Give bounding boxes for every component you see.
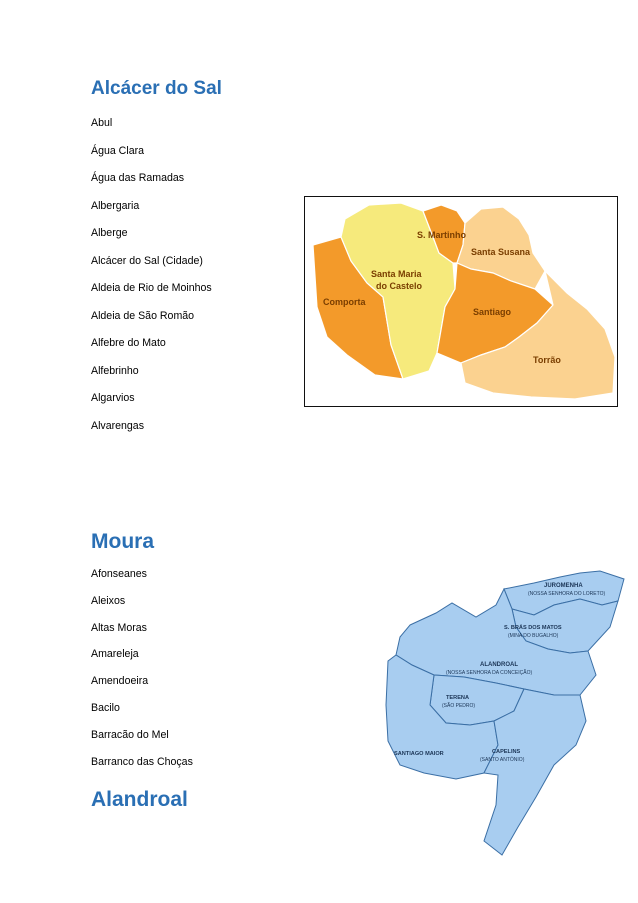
list-item: Barracão do Mel — [91, 728, 169, 741]
label-juromenha-sub: (NOSSA SENHORA DO LORETO) — [528, 591, 606, 597]
label-terena: TERENA — [446, 695, 469, 701]
label-capelins: CAPELINS — [492, 749, 521, 755]
locality-list-moura — [91, 567, 193, 781]
section-title-alandroal: Alandroal — [91, 788, 188, 811]
list-item: Abul — [91, 117, 113, 129]
label-alandroal: ALANDROAL — [480, 662, 518, 668]
label-juromenha: JUROMENHA — [544, 583, 583, 589]
map-alcacer-do-sal — [304, 196, 618, 407]
list-item: Barranco das Choças — [91, 755, 193, 768]
label-capelins-sub: (SANTO ANTÓNIO) — [480, 757, 525, 763]
list-item: Afonseanes — [91, 568, 147, 580]
list-item: Alfebrinho — [91, 364, 139, 377]
label-torrao: Torrão — [533, 355, 561, 365]
list-item: Amendoeira — [91, 675, 149, 688]
label-sbras: S. BRÁS DOS MATOS — [504, 625, 562, 631]
list-item: Altas Moras — [91, 621, 147, 634]
label-santiago: Santiago — [473, 307, 512, 317]
list-item: Alvarengas — [91, 419, 144, 432]
label-santa-susana: Santa Susana — [471, 247, 531, 257]
list-item: Algarvios — [91, 392, 135, 404]
label-santiago-maior: SANTIAGO MAIOR — [394, 751, 444, 757]
list-item: Aldeia de São Romão — [91, 309, 195, 322]
list-item: Alcácer do Sal (Cidade) — [91, 254, 203, 267]
list-item: Aldeia de Rio de Moinhos — [91, 282, 212, 294]
list-item: Albergaria — [91, 199, 140, 212]
label-santa-maria: Santa Maria — [371, 269, 422, 279]
label-s-martinho: S. Martinho — [417, 230, 466, 240]
list-item: Amareleja — [91, 648, 139, 661]
section-title-moura: Moura — [91, 530, 154, 553]
section-title-alcacer: Alcácer do Sal — [91, 78, 222, 99]
list-item: Alfebre do Mato — [91, 337, 166, 349]
label-alandroal-sub: (NOSSA SENHORA DA CONCEIÇÃO) — [446, 670, 533, 676]
label-terena-sub: (SÃO PEDRO) — [442, 703, 476, 709]
locality-list-alcacer — [91, 116, 212, 446]
label-comporta: Comporta — [323, 297, 366, 307]
list-item: Bacilo — [91, 701, 120, 714]
list-item: Alberge — [91, 227, 128, 239]
label-sbras-sub: (MINA DO BUGALHO) — [508, 633, 559, 639]
list-item: Água das Ramadas — [91, 172, 185, 184]
list-item: Água Clara — [91, 144, 144, 157]
map-alandroal — [384, 565, 628, 860]
label-santa-maria-2: do Castelo — [376, 281, 423, 291]
list-item: Aleixos — [91, 594, 126, 607]
